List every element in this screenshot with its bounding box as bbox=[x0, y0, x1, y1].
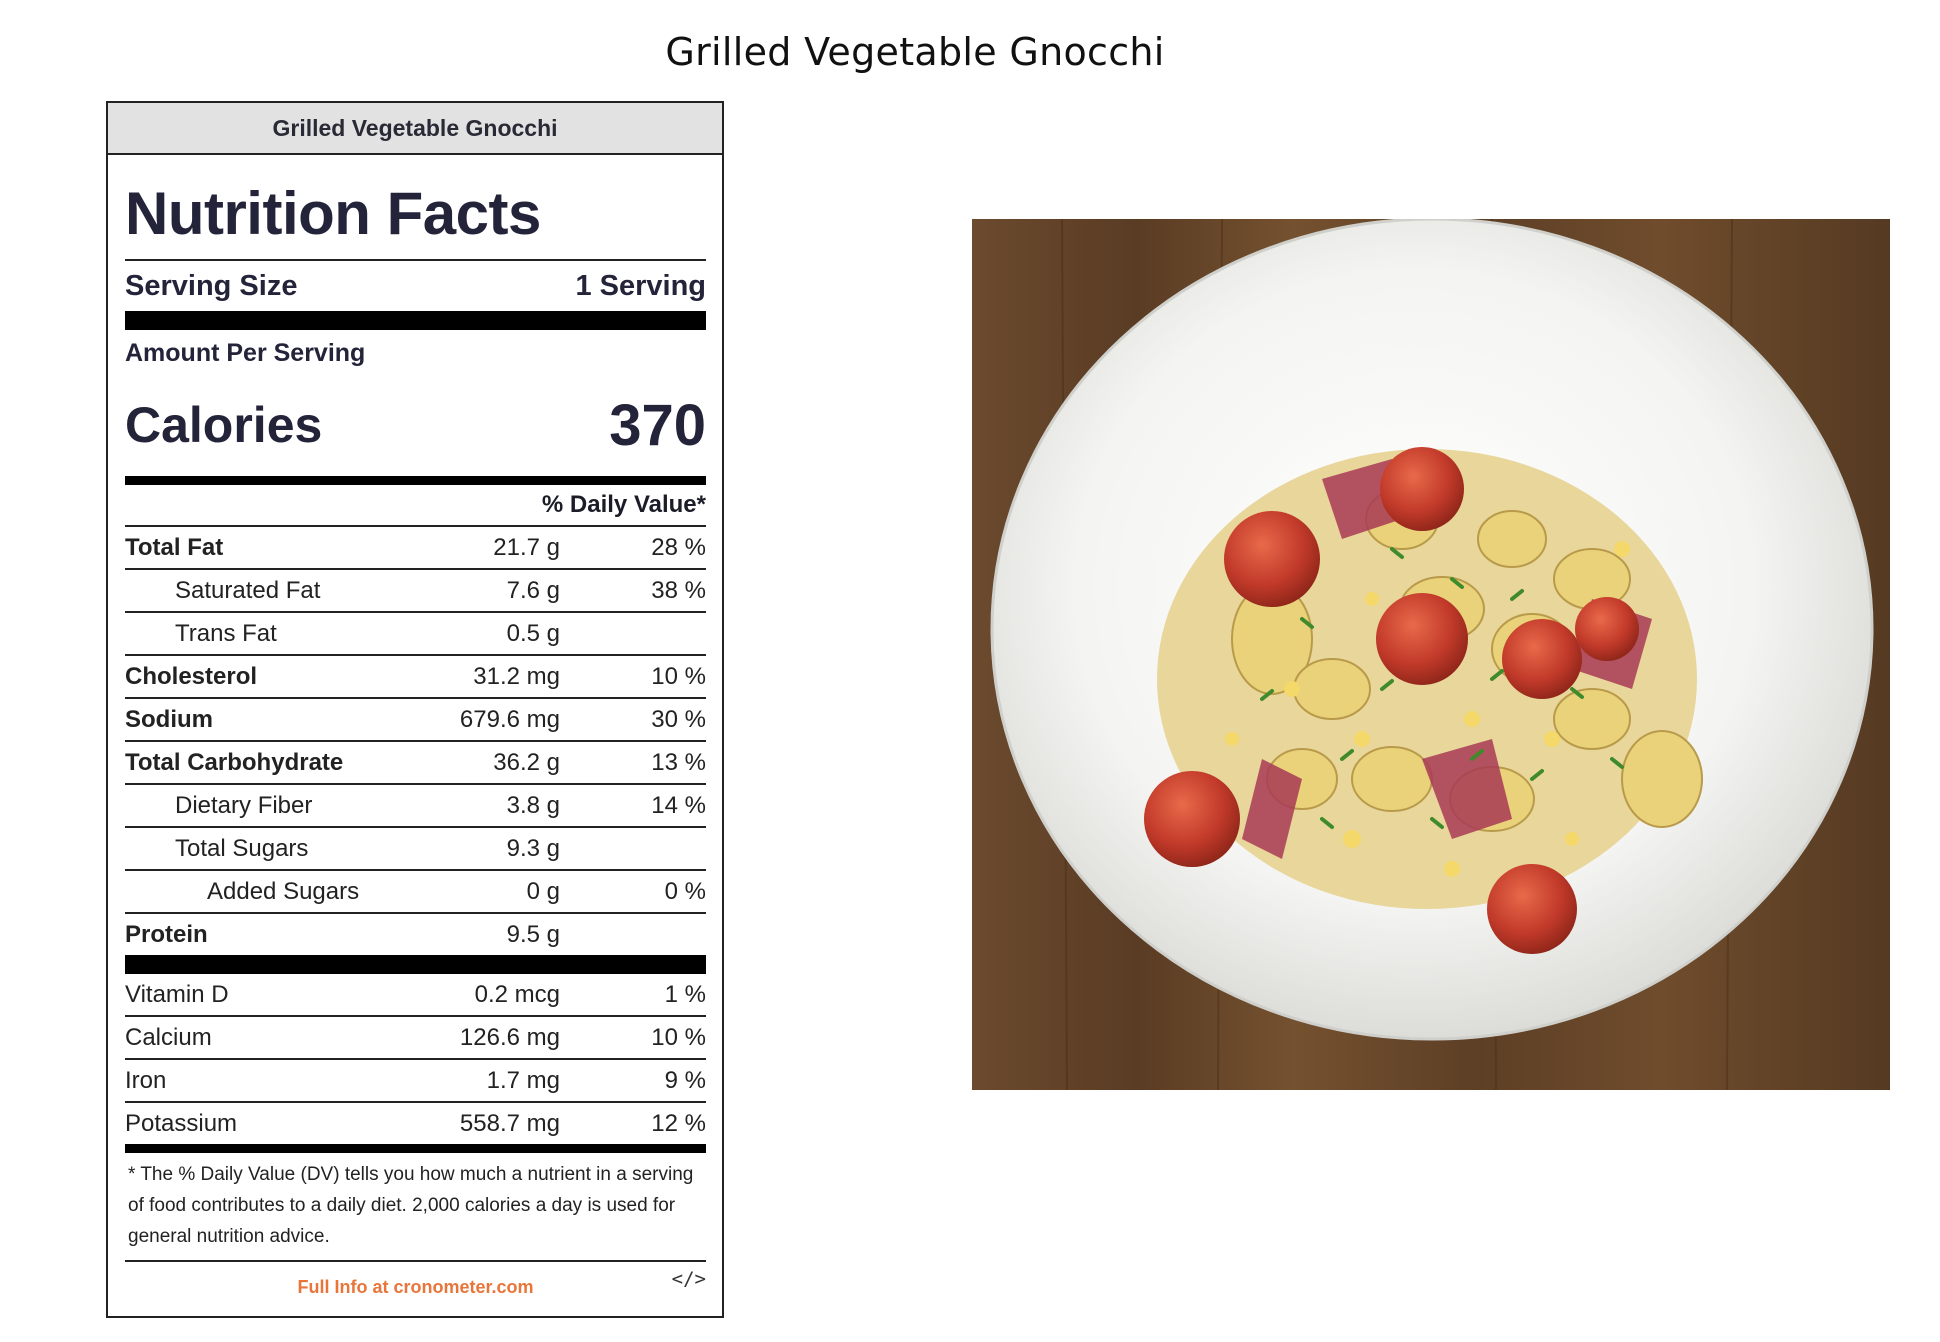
divider-medium bbox=[125, 1144, 706, 1153]
nutrient-row-saturated-fat bbox=[125, 570, 706, 613]
nutrient-percent: 38 % bbox=[651, 576, 706, 604]
nutrient-name: Total Carbohydrate bbox=[125, 748, 344, 776]
vitamin-row-iron bbox=[125, 1060, 706, 1103]
cronometer-link[interactable]: Full Info at cronometer.com bbox=[297, 1276, 534, 1297]
nutrient-name: Cholesterol bbox=[125, 662, 258, 690]
nutrient-percent: 14 % bbox=[651, 791, 706, 819]
nutrient-amount: 9.5 g bbox=[506, 920, 560, 948]
divider-thick bbox=[125, 311, 706, 330]
vitamin-amount: 558.7 mg bbox=[459, 1109, 560, 1137]
vitamin-percent: 12 % bbox=[651, 1109, 706, 1137]
nutrient-name: Sodium bbox=[125, 705, 213, 733]
nutrient-row-total-sugars bbox=[125, 828, 706, 871]
nutrient-percent: 28 % bbox=[651, 533, 706, 561]
nutrient-amount: 7.6 g bbox=[506, 576, 560, 604]
vitamin-name: Iron bbox=[125, 1066, 167, 1094]
embed-code-icon[interactable]: </> bbox=[671, 1268, 706, 1290]
daily-value-footnote: * The % Daily Value (DV) tells you how much a nutrient in a serving of food contributes to a daily diet. 2,000 calories a day is used for general nutrition advice. bbox=[125, 1153, 706, 1262]
vitamin-name: Vitamin D bbox=[125, 980, 229, 1008]
nutrient-name: Trans Fat bbox=[175, 619, 277, 647]
vitamin-row-calcium bbox=[125, 1017, 706, 1060]
bowl-of-gnocchi-photo bbox=[972, 219, 1890, 1090]
vitamin-row-potassium bbox=[125, 1103, 706, 1144]
vitamin-amount: 1.7 mg bbox=[486, 1066, 560, 1094]
nutrient-row-cholesterol bbox=[125, 656, 706, 699]
vitamin-percent: 1 % bbox=[664, 980, 706, 1008]
nutrient-name: Total Fat bbox=[125, 533, 224, 561]
nutrient-percent: 13 % bbox=[651, 748, 706, 776]
nutrient-name: Saturated Fat bbox=[175, 576, 321, 604]
calories-label: Calories bbox=[125, 397, 323, 453]
nutrient-name: Protein bbox=[125, 920, 208, 948]
serving-size-value: 1 Serving bbox=[575, 269, 706, 302]
vitamin-name: Potassium bbox=[125, 1109, 238, 1137]
serving-size-label: Serving Size bbox=[125, 269, 298, 302]
vitamin-row-vitamin-d bbox=[125, 974, 706, 1017]
nutrition-label bbox=[106, 101, 724, 1318]
divider-thick bbox=[125, 955, 706, 974]
amount-per-serving: Amount Per Serving bbox=[125, 339, 366, 367]
label-body bbox=[108, 180, 722, 1312]
vitamin-percent: 9 % bbox=[664, 1066, 706, 1094]
nutrient-row-sodium bbox=[125, 699, 706, 742]
calories-value: 370 bbox=[609, 392, 706, 458]
nutrient-percent: 10 % bbox=[651, 662, 706, 690]
daily-value-header: % Daily Value* bbox=[125, 485, 706, 527]
nutrient-row-total-fat bbox=[125, 527, 706, 570]
calories-row bbox=[125, 374, 706, 476]
nutrient-amount: 36.2 g bbox=[493, 748, 560, 776]
nutrient-name: Added Sugars bbox=[207, 877, 360, 905]
nutrient-row-trans-fat bbox=[125, 613, 706, 656]
nutrient-amount: 9.3 g bbox=[506, 834, 560, 862]
nutrient-name: Dietary Fiber bbox=[175, 791, 313, 819]
nutrient-amount: 0 g bbox=[526, 877, 560, 905]
nutrient-row-total-carbohydrate bbox=[125, 742, 706, 785]
nutrient-row-protein bbox=[125, 914, 706, 955]
nutrient-amount: 3.8 g bbox=[506, 791, 560, 819]
nutrient-amount: 679.6 mg bbox=[459, 705, 560, 733]
page-title: Grilled Vegetable Gnocchi bbox=[665, 30, 1165, 74]
label-header: Grilled Vegetable Gnocchi bbox=[108, 103, 722, 155]
nutrition-facts-heading: Nutrition Facts bbox=[125, 180, 541, 247]
nutrient-percent: 30 % bbox=[651, 705, 706, 733]
vitamin-amount: 126.6 mg bbox=[459, 1023, 560, 1051]
vitamin-percent: 10 % bbox=[651, 1023, 706, 1051]
nutrient-amount: 21.7 g bbox=[493, 533, 560, 561]
nutrient-name: Total Sugars bbox=[175, 834, 309, 862]
divider-medium bbox=[125, 476, 706, 485]
vitamin-name: Calcium bbox=[125, 1023, 212, 1051]
nutrient-row-added-sugars bbox=[125, 871, 706, 914]
nutrient-amount: 31.2 mg bbox=[473, 662, 560, 690]
nutrient-amount: 0.5 g bbox=[506, 619, 560, 647]
nutrient-percent: 0 % bbox=[664, 877, 706, 905]
label-footer bbox=[125, 1262, 706, 1312]
serving-size-row bbox=[125, 259, 706, 311]
nutrient-row-dietary-fiber bbox=[125, 785, 706, 828]
vitamin-amount: 0.2 mcg bbox=[474, 980, 560, 1008]
